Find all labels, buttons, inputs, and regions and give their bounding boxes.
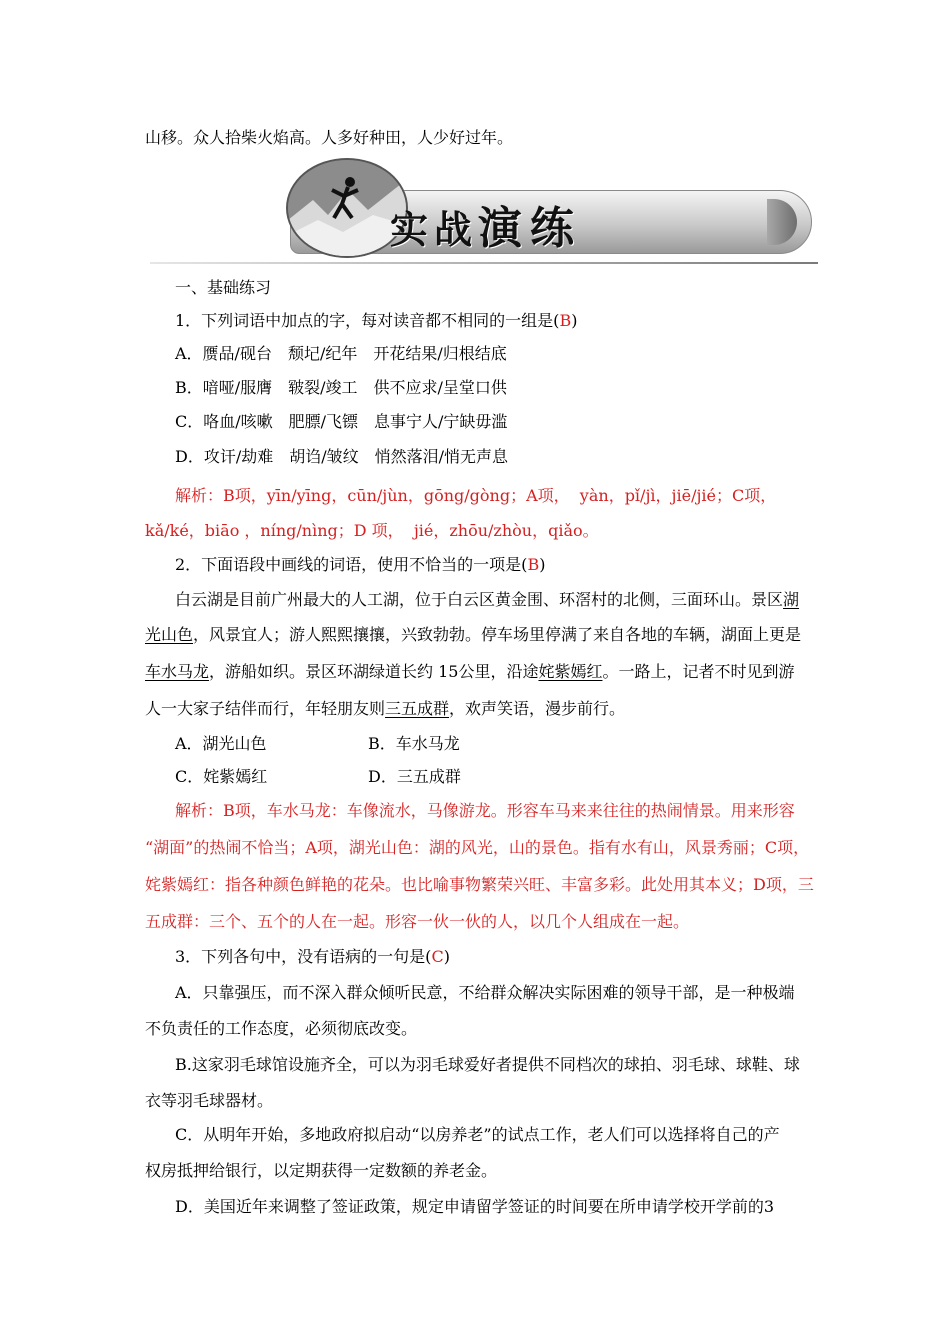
q1-analysis-line-1: 解析：B项，yīn/yīng，cūn/jùn，gōng/gòng；A项， yàn，pǐ/jì，jiē/jié；C项， [175,486,777,505]
q2-p4-end: ，欢声笑语，漫步前行。 [449,699,626,718]
q2-close: ) [539,555,546,574]
q2-analysis-line-3: 姹紫嫣红：指各种颜色鲜艳的花朵。也比喻事物繁荣兴旺、丰富多彩。此处用其本义；D项，三 [145,875,814,894]
q3-option-a-line-2: 不负责任的工作态度，必须彻底改变。 [145,1019,418,1038]
q2-underlined-term: 湖 [783,590,800,609]
q2-passage-line-3 [145,660,795,684]
q2-underlined-term: 姹紫嫣红 [538,662,603,681]
q1-stem [175,309,577,333]
q3-option-a-line-1: A．只靠强压，而不深入群众倾听民意，不给群众解决实际困难的领导干部，是一种极端 [175,983,795,1002]
q1-option-b: B．喑哑/服膺 皲裂/竣工 供不应求/呈堂口供 [175,378,507,397]
q3-answer: C [431,947,444,966]
q2-stem-text: 2．下面语段中画线的词语，使用不恰当的一项是( [175,555,528,574]
banner-title-b: 演练 [478,203,583,254]
q3-option-d-line-1: D．美国近年来调整了签证政策，规定申请留学签证的时间要在所申请学校开学前的3 [175,1197,775,1216]
q3-close: ) [443,947,450,966]
q2-passage-line-2 [145,623,801,647]
q3-stem-text: 3．下列各句中，没有语病的一句是( [175,947,432,966]
q1-option-a: A．赝品/砚台 颓圮/纪年 开花结果/归根结底 [175,344,507,363]
banner-title [390,192,582,256]
q2-option-c: C．姹紫嫣红 [175,767,268,786]
practice-banner [240,148,820,266]
q2-analysis-line-4: 五成群：三个、五个的人在一起。形容一伙一伙的人，以几个人组成在一起。 [145,912,690,931]
q2-analysis-line-1: 解析：B项，车水马龙：车像流水，马像游龙。形容车马来来往往的热闹情景。用来形容 [175,801,795,820]
q2-p3-end: 。一路上，记者不时见到游 [602,662,795,681]
q2-p2-text: ，风景宜人；游人熙熙攘攘，兴致勃勃。停车场里停满了来自各地的车辆，湖面上更是 [193,625,802,644]
section-heading: 一、基础练习 [175,278,272,297]
q2-answer: B [527,555,540,574]
q1-close: ) [571,311,578,330]
q3-option-b-line-1: B.这家羽毛球馆设施齐全，可以为羽毛球爱好者提供不同档次的球拍、羽毛球、球鞋、球 [175,1055,800,1074]
q1-stem-text: 1．下列词语中加点的字，每对读音都不相同的一组是( [175,311,560,330]
q1-analysis-line-2: kǎ/ké，biāo ，níng/nìng；D 项， jié，zhōu/zhòu，qiǎo。 [145,521,599,540]
q2-underlined-term: 车水马龙 [145,662,210,681]
q2-passage-line-1 [175,588,799,612]
q2-p4-text: 人一大家子结伴而行，年轻朋友则 [145,699,386,718]
q2-p3-text: ，游船如织。景区环湖绿道长约 15公里，沿途 [209,662,539,681]
banner-divider [150,262,818,264]
q3-stem [175,945,450,969]
q2-underlined-term: 三五成群 [385,699,450,718]
q2-option-a: A．湖光山色 [175,734,267,753]
q1-option-d: D．攻讦/劫难 胡诌/皱纹 悄然落泪/悄无声息 [175,447,509,466]
q3-option-c-line-2: 权房抵押给银行，以定期获得一定数额的养老金。 [145,1161,498,1180]
banner-title-a: 实战 [390,207,479,252]
q2-analysis-line-2: “湖面”的热闹不恰当；A项，湖光山色：湖的风光，山的景色。指有水有山，风景秀丽；C项， [145,838,810,857]
q2-passage-line-4 [145,697,625,721]
q2-stem [175,553,545,577]
q1-option-c: C．咯血/咳嗽 肥膘/飞镖 息事宁人/宁缺毋滥 [175,412,508,431]
top-line: 山移。众人拾柴火焰高。人多好种田，人少好过年。 [145,128,514,147]
q2-option-d: D．三五成群 [368,767,461,786]
q3-option-b-line-2: 衣等羽毛球器材。 [145,1091,274,1110]
q1-answer: B [559,311,572,330]
q3-option-c-line-1: C．从明年开始，多地政府拟启动“以房养老”的试点工作，老人们可以选择将自己的产 [175,1125,780,1144]
q2-underlined-term: 光山色 [145,625,194,644]
q2-option-b: B．车水马龙 [368,734,460,753]
q2-p1-text: 白云湖是目前广州最大的人工湖，位于白云区黄金围、环滘村的北侧，三面环山。景区 [175,590,784,609]
